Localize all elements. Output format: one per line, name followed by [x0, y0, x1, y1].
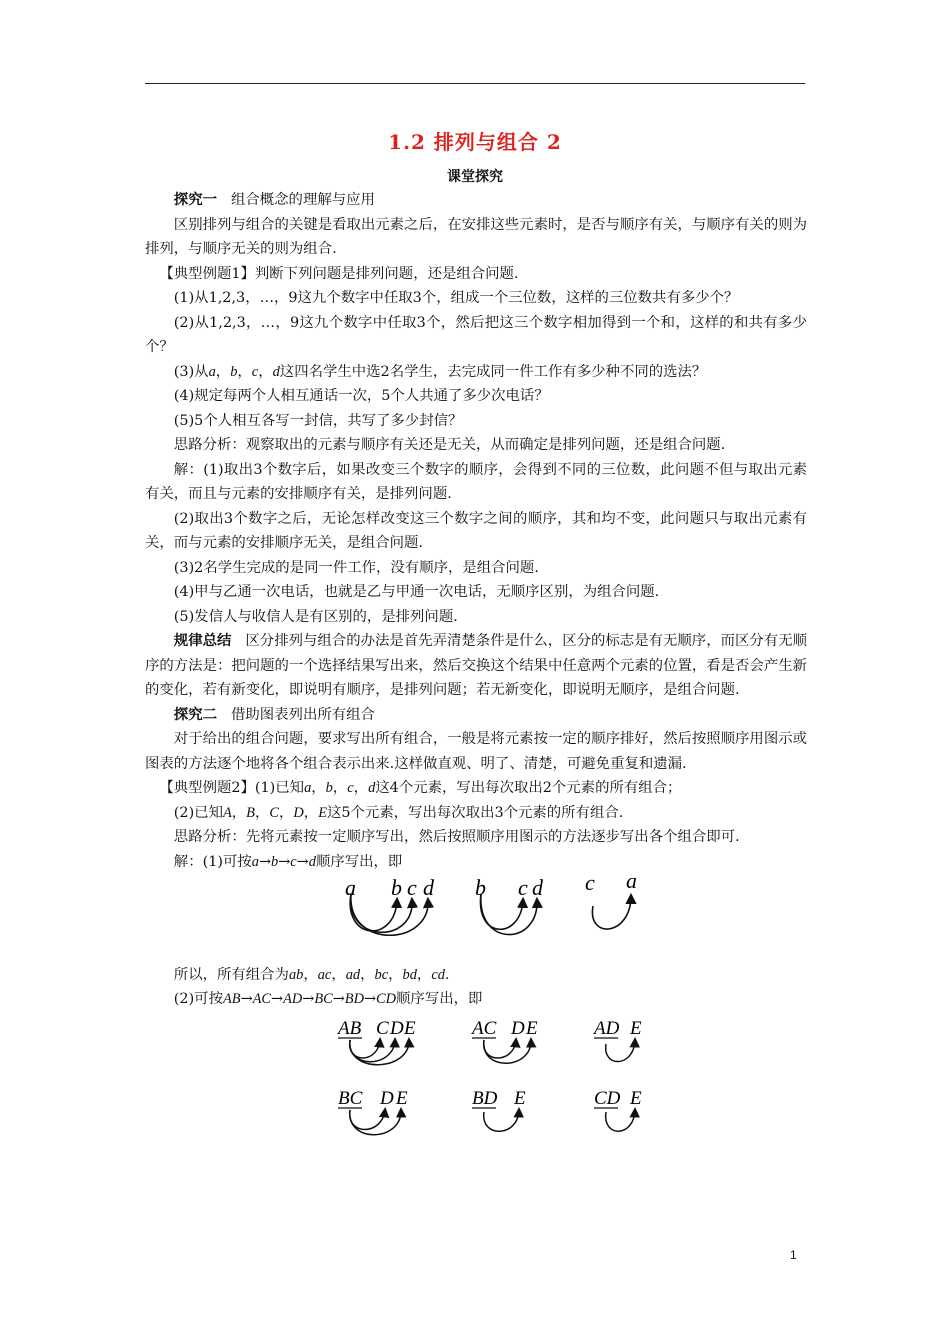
svg-text:AD: AD: [594, 1017, 620, 1039]
svg-text:BD: BD: [472, 1087, 498, 1109]
solution-2-intro: (2)可按AB→AC→AD→BC→BD→CD顺序写出，即: [173, 991, 483, 1007]
question-5: (5)5个人相互各写一封信，共写了多少封信？: [173, 412, 463, 429]
diagram2-group-ac: [470, 1018, 538, 1063]
svg-text:E: E: [630, 1017, 642, 1039]
svg-text:AB: AB: [338, 1017, 362, 1039]
rule-summary: 规律总结 区分排列与组合的办法是首先弄清楚条件是什么，区分的标志是有无顺序，而区分有无顺序的方法是：把问题的一个选择结果写出来，然后交换这个结果中任意两个元素的位置，看是否会产生新的变化，若有新变化，即说明有顺序，是排列问题；若无新变化，即说明无顺序，是组合问题.: [145, 632, 807, 698]
svg-text:E: E: [630, 1087, 642, 1109]
combination-diagram-2: [330, 1014, 807, 1173]
svg-text:D: D: [511, 1017, 525, 1039]
answer-2: (2)取出3个数字之后，无论怎样改变这三个数字之间的顺序，其和均不变，此问题只与取出元素有关，而与元素的安排顺序无关，是组合问题.: [145, 510, 807, 551]
answer-5: (5)发信人与收信人是有区别的，是排列问题.: [173, 608, 458, 625]
diagram1-group-b: [480, 894, 537, 935]
example2-part1: 【典型例题2】(1)已知a，b，c，d这4个元素，写出每次取出2个元素的所有组合；: [159, 780, 682, 796]
diagram1-letter-a: a: [345, 878, 356, 900]
question-3: (3)从a，b，c，d这四名学生中选2名学生，去完成同一件工作有多少种不同的选法？: [173, 363, 707, 380]
diagram1-group-c: [592, 896, 631, 929]
svg-text:E: E: [396, 1087, 408, 1109]
example2-part2: (2)已知A，B，C，D，E这5个元素，写出每次取出3个元素的所有组合.: [173, 804, 624, 821]
diagram1-letter-d2: d: [532, 878, 543, 900]
section2-intro: 对于给出的组合问题，要求写出所有组合，一般是将元素按一定的顺序排好，然后按照顺序用图示或图表的方法逐个地将各个组合表示出来.这样做直观、明了、清楚，可避免重复和遗漏.: [145, 731, 807, 772]
svg-text:E: E: [514, 1087, 526, 1109]
section2-heading: 探究二 借助图表列出所有组合: [173, 705, 375, 723]
svg-text:D: D: [380, 1087, 394, 1109]
diagram2-group-bc: [338, 1088, 408, 1135]
answer-4: (4)甲与乙通一次电话，也就是乙与甲通一次电话，无顺序区别，为组合问题.: [173, 584, 660, 600]
diagram1-letter-c: c: [407, 878, 417, 900]
answer-3: (3)2名学生完成的是同一件工作，没有顺序，是组合问题.: [173, 559, 539, 576]
solution-1-intro: 解：(1)可按a→b→c→d顺序写出，即: [173, 853, 403, 870]
example1-title: 【典型例题1】判断下列问题是排列问题，还是组合问题.: [159, 265, 519, 282]
page-subtitle: 课堂探究: [447, 169, 503, 185]
analysis-1: 思路分析：观察取出的元素与顺序有关还是无关，从而确定是排列问题，还是组合问题.: [173, 437, 726, 453]
question-1: (1)从1,2,3，…，9这九个数字中任取3个，组成一个三位数，这样的三位数共有多少个？: [173, 290, 739, 306]
document-body: [145, 188, 807, 1172]
analysis-2: 思路分析：先将元素按一定顺序写出，然后按照顺序用图示的方法逐步写出各个组合即可.: [173, 829, 740, 845]
diagram1-letter-c3: c: [585, 878, 595, 895]
page-number: 1: [790, 1248, 797, 1262]
diagram1-letter-d: d: [423, 878, 434, 900]
question-2: (2)从1,2,3，…，9这九个数字中任取3个，然后把这三个数字相加得到一个和，这样的和共有多少个？: [145, 314, 807, 355]
section1-heading: 探究一 组合概念的理解与应用: [173, 191, 375, 208]
header-rule: [145, 83, 805, 84]
diagram1-letter-b: b: [391, 878, 402, 900]
diagram1-group-a: [350, 894, 428, 935]
diagram1-letter-c2: c: [518, 878, 528, 900]
diagram2-group-cd: [594, 1088, 642, 1131]
svg-text:E: E: [404, 1017, 416, 1039]
result-1: 所以，所有组合为ab，ac，ad，bc，bd，cd.: [173, 966, 450, 983]
svg-text:D: D: [390, 1017, 404, 1039]
svg-text:C: C: [376, 1017, 389, 1039]
diagram1-letter-b2: b: [475, 878, 486, 900]
diagram2-group-bd: [472, 1088, 526, 1131]
svg-text:AC: AC: [472, 1017, 497, 1039]
page-title: 1.2 排列与组合 2: [388, 130, 562, 154]
svg-text:CD: CD: [594, 1087, 621, 1109]
diagram2-group-ab: [336, 1018, 416, 1065]
question-4: (4)规定每两个人相互通话一次，5个人共通了多少次电话？: [173, 388, 549, 404]
svg-text:E: E: [526, 1017, 538, 1039]
section1-intro: 区别排列与组合的关键是看取出元素之后，在安排这些元素时，是否与顺序有关，与顺序有关的则为排列，与顺序无关的则为组合.: [145, 216, 807, 257]
svg-text:BC: BC: [338, 1087, 363, 1109]
combination-diagram-1: [335, 878, 807, 955]
diagram2-group-ad: [592, 1018, 642, 1062]
diagram1-letter-d3: d: [626, 878, 637, 893]
answer-1: 解：(1)取出3个数字后，如果改变三个数字的顺序，会得到不同的三位数，此问题不但与取出元素有关，而且与元素的安排顺序有关，是排列问题.: [145, 461, 807, 502]
